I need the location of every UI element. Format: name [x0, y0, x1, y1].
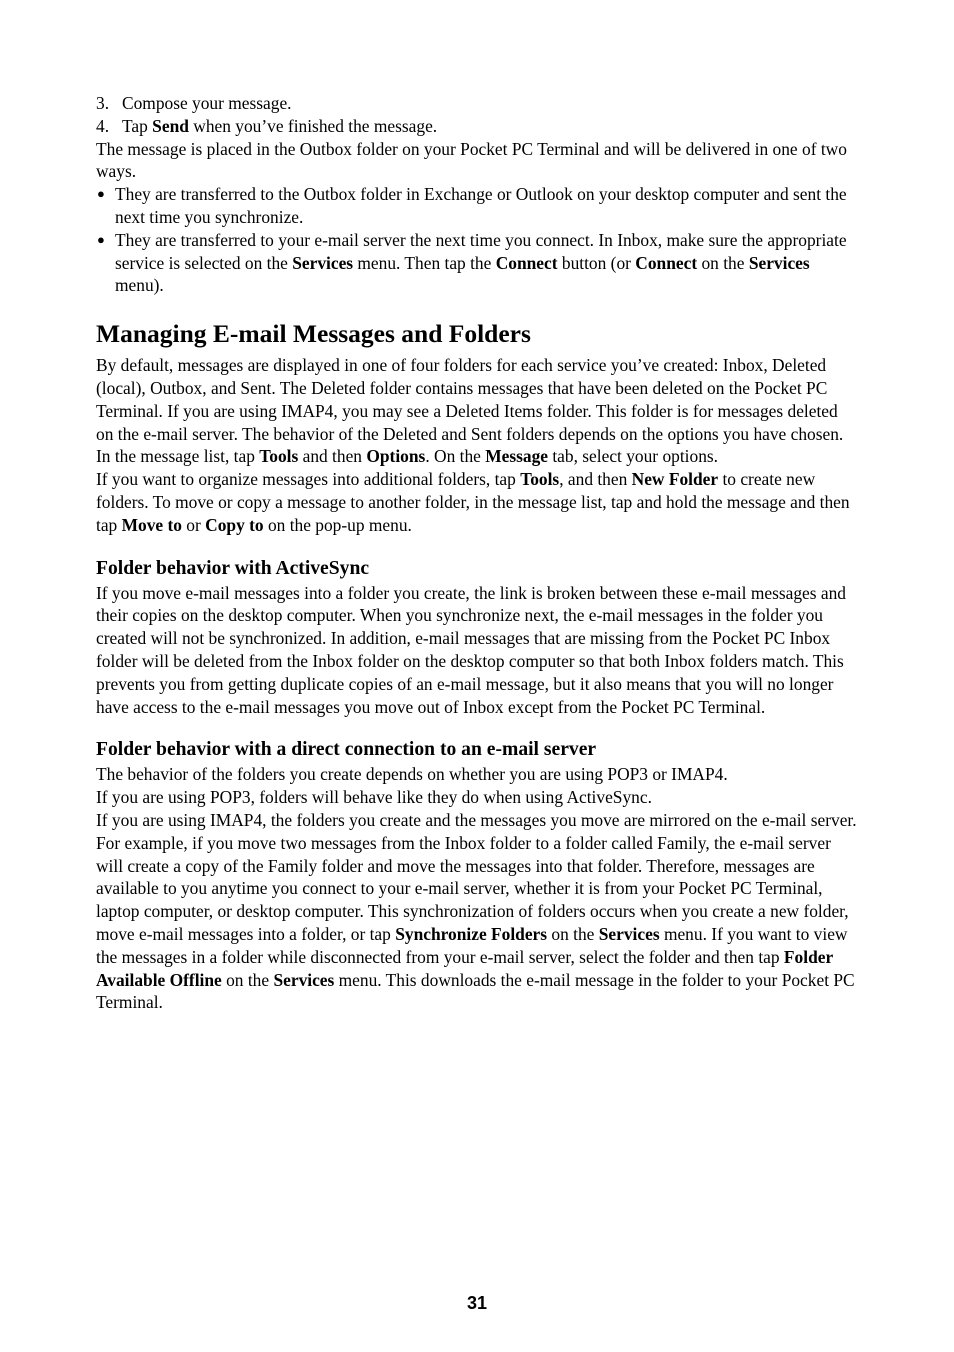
subheading-direct-connection: Folder behavior with a direct connection to an e-mail server — [96, 739, 597, 761]
bullet-icon: ● — [97, 186, 105, 202]
paragraph-organize-folders: If you want to organize messages into additional folders, tap Tools, and then New Folder to create new folders. To move or copy a message to another folder, in the message list, tap and hold the message and then tap Move to or Copy to on the pop-up menu. — [96, 469, 850, 535]
bullet-icon: ● — [97, 231, 105, 247]
section-heading-managing-email: Managing E-mail Messages and Folders — [96, 319, 531, 349]
paragraph-pop3: If you are using POP3, folders will behave like they do when using ActiveSync. — [96, 787, 652, 808]
keyword-send: Send — [152, 115, 189, 136]
paragraph-activesync: If you move e-mail messages into a folder you create, the link is broken between these e-mail messages and their copies on the desktop computer. When you synchronize next, the e-mail messages in the folder you created will not be synchronized. In addition, e-mail messages that are missing from the Pocket PC Inbox folder will be deleted from the Inbox folder on the desktop computer so that both Inbox folders match. This prevents you from getting duplicate copies of an e-mail message, but it also means that you will no longer have access to the e-mail messages you move out of Inbox except from the Pocket PC Terminal. — [96, 582, 846, 717]
intro-paragraph: The message is placed in the Outbox folder on your Pocket PC Terminal and will be delivered in one of two ways. — [96, 138, 847, 182]
step-3 — [96, 92, 858, 115]
subheading-activesync: Folder behavior with ActiveSync — [96, 557, 370, 579]
step-4: 4. Tap Send when you’ve finished the message. — [96, 115, 438, 136]
paragraph-default-folders: By default, messages are displayed in one of four folders for each service you’ve created: Inbox, Deleted (local), Outbox, and Sent. The Deleted folder contains messages that have been deleted on the Pocket PC Terminal. If you are using IMAP4, you may see a Deleted Items folder. This folder is for messages deleted on the e-mail server. The behavior of the Deleted and Sent folders depends on the options you have chosen. In the message list, tap Tools and then Options. On the Message tab, select your options. — [96, 355, 844, 467]
delivery-methods-list — [96, 183, 858, 297]
list-item: ● They are transferred to the Outbox folder in Exchange or Outlook on your desktop computer and sent the next time you synchronize. — [97, 184, 847, 227]
paragraph-imap4: If you are using IMAP4, the folders you create and the messages you move are mirrored on the e-mail server. For example, if you move two messages from the Inbox folder to a folder called Family, the e-mail server will create a copy of the Family folder and move the messages into that folder. Therefore, messages are available to you anytime you connect to your e-mail server, whether it is from your Pocket PC Terminal, laptop computer, or desktop computer. This synchronization of folders occurs when you create a new folder, move e-mail messages into a folder, or tap Synchronize Folders on the Services menu. If you want to view the messages in a folder while disconnected from your e-mail server, select the folder and then tap Folder Available Offline on the Services menu. This downloads the e-mail message in the folder to your Pocket PC Terminal. — [96, 809, 857, 1013]
page-number: 31 — [466, 1293, 488, 1313]
step-number: 3. — [96, 93, 110, 113]
paragraph-pop3-imap4: The behavior of the folders you create depends on whether you are using POP3 or IMAP4. — [96, 764, 728, 785]
list-item: ● They are transferred to your e-mail server the next time you connect. In Inbox, make sure the appropriate service is selected on the Services menu. Then tap the Connect button (or Connect on the Services menu). — [97, 229, 847, 296]
document-page — [96, 92, 858, 1014]
step-number: 4. — [96, 115, 110, 136]
step-text: Compose your message. — [122, 93, 292, 113]
